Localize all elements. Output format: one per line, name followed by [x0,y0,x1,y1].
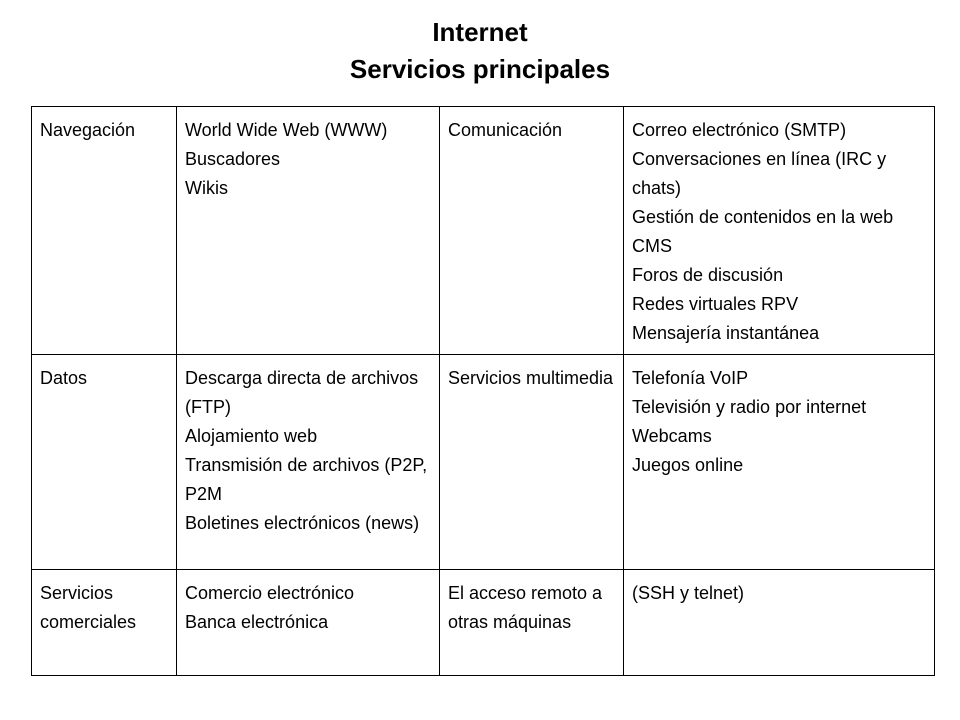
cell-line: Servicios comerciales [40,583,137,632]
table-cell-services [624,107,935,355]
cell-line: Descarga directa de archivos (FTP) [185,368,419,417]
cell-line: Buscadores [185,149,281,169]
cell-line: Televisión y radio por internet Webcams [632,397,867,446]
table-cell-services [177,107,440,355]
table-row-datos [32,355,935,570]
table-cell-category [32,355,177,570]
title-line-servicios-principales: Servicios principales [349,54,611,84]
table-cell-category [440,570,624,676]
table-row-servicios-comerciales [32,570,935,676]
cell-line: Boletines electrónicos (news) [185,513,420,533]
table-row-navegacion [32,107,935,355]
table-cell-category [440,107,624,355]
services-table [31,106,935,676]
title-line-internet: Internet [432,17,528,47]
table-cell-services [624,355,935,570]
cell-line: Foros de discusión [632,265,784,285]
cell-line: Wikis [185,178,228,198]
cell-line: Correo electrónico (SMTP) [632,120,847,140]
cell-line: Mensajería instantánea [632,323,820,343]
cell-line: Comercio electrónico [185,583,355,603]
cell-line: Redes virtuales RPV [632,294,799,314]
table-cell-services [177,570,440,676]
cell-line: Transmisión de archivos (P2P, P2M [185,455,428,504]
page-title [0,14,960,88]
cell-line: (SSH y telnet) [632,583,745,603]
cell-line: Juegos online [632,455,744,475]
cell-line: El acceso remoto a otras máquinas [448,583,603,632]
table-cell-services [177,355,440,570]
table-cell-category [32,107,177,355]
cell-line: Servicios multimedia [448,368,614,388]
table-cell-category [440,355,624,570]
cell-line: Alojamiento web [185,426,318,446]
cell-line: Gestión de contenidos en la web CMS [632,207,894,256]
cell-line: Comunicación [448,120,563,140]
cell-line: World Wide Web (WWW) [185,120,388,140]
cell-line: Navegación [40,120,136,140]
table-cell-services [624,570,935,676]
cell-line: Telefonía VoIP [632,368,749,388]
table-cell-category [32,570,177,676]
cell-line: Datos [40,368,88,388]
cell-line: Banca electrónica [185,612,329,632]
cell-line: Conversaciones en línea (IRC y chats) [632,149,887,198]
